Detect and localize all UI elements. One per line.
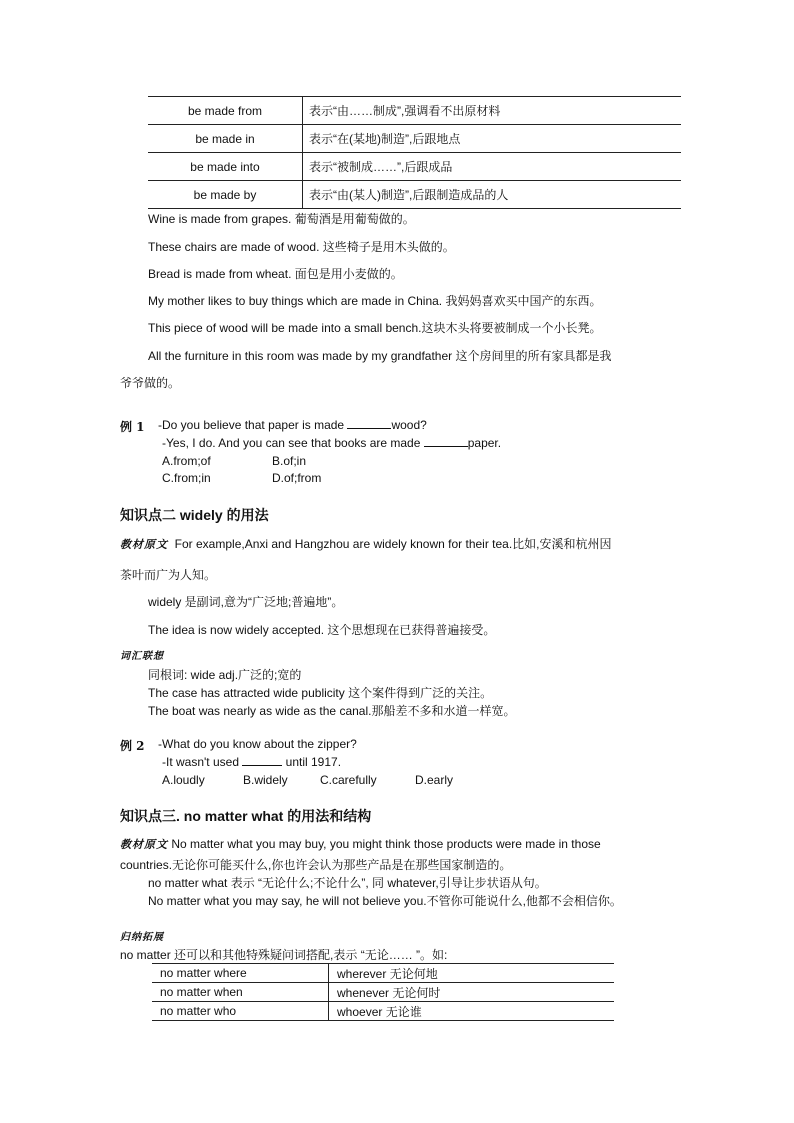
example-label: 例 1	[120, 420, 145, 434]
origin-tag: 教材原文	[120, 538, 168, 551]
usage-line: no matter what 表示 “无论什么;不论什么”, 同 whatever,引导让步状语从句。	[148, 876, 547, 890]
answer-blank	[242, 755, 282, 766]
question-line: -What do you know about the zipper?	[158, 737, 357, 751]
meaning-cell: whoever 无论谁	[329, 1002, 615, 1021]
vocab-line: 同根词: wide adj.广泛的;宽的	[148, 668, 302, 682]
option-a: A.loudly	[162, 773, 205, 787]
vocab-tag: 词汇联想	[120, 651, 164, 662]
meaning-cell: wherever 无论何地	[329, 964, 615, 983]
question-line: -Yes, I do. And you can see that books are made paper.	[162, 436, 502, 450]
table-row	[148, 125, 681, 153]
example-label: 例 2	[120, 739, 145, 753]
no-matter-table	[152, 963, 614, 1021]
vocab-line: The boat was nearly as wide as the canal.那船差不多和水道一样宽。	[148, 704, 516, 718]
example-sentence: All the furniture in this room was made by my grandfather 这个房间里的所有家具都是我	[148, 349, 612, 363]
vocab-line: The case has attracted wide publicity 这个案件得到广泛的关注。	[148, 686, 493, 700]
meaning-cell: 表示“由……制成”,强调看不出原材料	[303, 97, 682, 125]
question-line: -It wasn't used until 1917.	[162, 755, 342, 769]
example-sentence: No matter what you may say, he will not believe you.不管你可能说什么,他都不会相信你。	[148, 894, 622, 908]
phrase-cell: no matter when	[152, 983, 329, 1002]
definition: widely 是副词,意为“广泛地;普遍地”。	[148, 595, 344, 609]
table-row	[152, 983, 614, 1002]
option-a: A.from;of	[162, 454, 211, 468]
example-sentence: The idea is now widely accepted. 这个思想现在已获得普遍接受。	[148, 623, 496, 637]
section-heading: 知识点二 widely 的用法	[120, 507, 269, 523]
phrase-cell: be made in	[148, 125, 303, 153]
meaning-cell: 表示“由(某人)制造”,后跟制造成品的人	[303, 181, 682, 209]
example-sentence: Wine is made from grapes. 葡萄酒是用葡萄做的。	[148, 212, 415, 226]
example-sentence: Bread is made from wheat. 面包是用小麦做的。	[148, 267, 403, 281]
made-phrases-table	[148, 96, 681, 209]
table-row	[152, 964, 614, 983]
example-sentence: This piece of wood will be made into a small bench.这块木头将要被制成一个小长凳。	[148, 321, 602, 335]
phrase-cell: be made from	[148, 97, 303, 125]
origin-text-continued: countries.无论你可能买什么,你也许会认为那些产品是在那些国家制造的。	[120, 858, 512, 872]
origin-text: 教材原文 No matter what you may buy, you might think those products were made in those	[120, 837, 601, 851]
meaning-cell: 表示“被制成……”,后跟成品	[303, 153, 682, 181]
question-line: -Do you believe that paper is made wood?	[158, 418, 427, 432]
meaning-cell: 表示“在(某地)制造”,后跟地点	[303, 125, 682, 153]
table-row	[148, 153, 681, 181]
meaning-cell: whenever 无论何时	[329, 983, 615, 1002]
table-row	[148, 181, 681, 209]
answer-blank	[347, 418, 391, 429]
example-sentence: 爷爷做的。	[120, 376, 181, 390]
option-c: C.from;in	[162, 471, 211, 485]
option-c: C.carefully	[320, 773, 377, 787]
phrase-cell: no matter where	[152, 964, 329, 983]
origin-text-continued: 茶叶而广为人知。	[120, 568, 217, 582]
table-row	[148, 97, 681, 125]
section-heading: 知识点三. no matter what 的用法和结构	[120, 808, 372, 824]
option-b: B.of;in	[272, 454, 307, 468]
option-d: D.early	[415, 773, 454, 787]
example-sentence: These chairs are made of wood. 这些椅子是用木头做的。	[148, 240, 455, 254]
origin-tag: 教材原文	[120, 838, 168, 851]
phrase-cell: no matter who	[152, 1002, 329, 1021]
extension-line: no matter 还可以和其他特殊疑问词搭配,表示 “无论…… ”。如:	[120, 948, 448, 962]
phrase-cell: be made into	[148, 153, 303, 181]
origin-text: 教材原文 For example,Anxi and Hangzhou are widely known for their tea.比如,安溪和杭州因	[120, 537, 612, 551]
phrase-cell: be made by	[148, 181, 303, 209]
extension-tag: 归纳拓展	[120, 932, 164, 943]
table-row	[152, 1002, 614, 1021]
option-b: B.widely	[243, 773, 288, 787]
example-sentence: My mother likes to buy things which are made in China. 我妈妈喜欢买中国产的东西。	[148, 294, 602, 308]
option-d: D.of;from	[272, 471, 322, 485]
answer-blank	[424, 436, 468, 447]
